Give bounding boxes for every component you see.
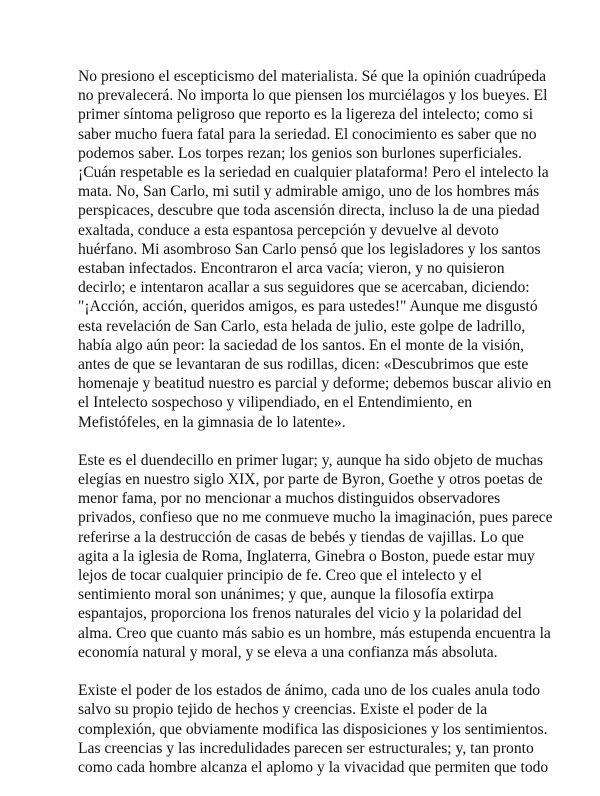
text-line: homenaje y beatitud nuestro es parcial y deforme; debemos buscar alivio en xyxy=(78,375,552,393)
text-line: economía natural y moral, y se eleva a una confianza más absoluta. xyxy=(78,643,498,661)
text-line: como cada hombre alcanza el aplomo y la vivacidad que permiten que todo xyxy=(78,758,549,776)
text-line: esta revelación de San Carlo, esta helada de julio, este golpe de ladrillo, xyxy=(78,317,526,335)
text-line: No presiono el escepticismo del materialista. Sé que la opinión cuadrúpeda xyxy=(78,68,547,85)
text-line: alma. Creo que cuanto más sabio es un hombre, más estupenda encuentra la xyxy=(78,624,551,642)
text-line: decirlo; e intentaron acallar a sus seguidores que se acercaban, diciendo: xyxy=(78,279,530,297)
paragraph-3 xyxy=(78,681,550,777)
text-line: huérfano. Mi asombroso San Carlo pensó que los legisladores y los santos xyxy=(78,240,541,258)
text-line: privados, confieso que no me conmueve mucho la imaginación, pues parece xyxy=(78,509,553,527)
text-line: podemos saber. Los torpes rezan; los genios son burlones superficiales. xyxy=(78,144,522,162)
text-line: estaban infectados. Encontraron el arca vacía; vieron, y no quisieron xyxy=(78,260,505,278)
paragraph-1 xyxy=(78,67,550,432)
text-line: exaltada, conduce a esta espantosa percepción y devuelve al devoto xyxy=(78,221,499,239)
text-line: Las creencias y las incredulidades parecen ser estructurales; y, tan pronto xyxy=(78,739,534,757)
text-line: primer síntoma peligroso que reporto es la ligereza del intelecto; como si xyxy=(78,106,534,124)
text-line: antes de que se levantaran de sus rodillas, dicen: «Descubrimos que este xyxy=(78,356,529,374)
text-line: lejos de tocar cualquier principio de fe. Creo que el intelecto y el xyxy=(78,567,482,585)
text-line: Existe el poder de los estados de ánimo, cada uno de los cuales anula todo xyxy=(78,682,541,700)
text-line: había algo aún peor: la saciedad de los santos. En el monte de la visión, xyxy=(78,336,525,354)
text-line: Mefistófeles, en la gimnasia de lo latente». xyxy=(78,413,346,431)
text-line: Este es el duendecillo en primer lugar; y, aunque ha sido objeto de muchas xyxy=(78,451,543,469)
paragraph-2 xyxy=(78,451,553,662)
document-page xyxy=(78,67,553,796)
text-line: salvo su propio tejido de hechos y creencias. Existe el poder de la xyxy=(78,701,488,719)
text-line: menor fama, por no mencionar a muchos distinguidos observadores xyxy=(78,490,501,508)
text-line: mata. No, San Carlo, mi sutil y admirable amigo, uno de los hombres más xyxy=(78,183,540,201)
text-line: complexión, que obviamente modifica las disposiciones y los sentimientos. xyxy=(78,720,548,738)
text-line: no prevalecerá. No importa lo que piensen los murciélagos y los bueyes. El xyxy=(78,87,548,105)
text-line: sentimiento moral son unánimes; y que, aunque la filosofía extirpa xyxy=(78,586,494,604)
text-line: el Intelecto sospechoso y vilipendiado, en el Entendimiento, en xyxy=(78,394,473,412)
text-line: ¡Cuán respetable es la seriedad en cualquier plataforma! Pero el intelecto la xyxy=(78,164,549,182)
text-line: saber mucho fuera fatal para la seriedad. El conocimiento es saber que no xyxy=(78,125,537,143)
text-line: "¡Acción, acción, queridos amigos, es para ustedes!" Aunque me disgustó xyxy=(78,298,538,316)
text-line: espantajos, proporciona los frenos naturales del vicio y la polaridad del xyxy=(78,605,522,623)
text-line: perspicaces, descubre que toda ascensión directa, incluso la de una piedad xyxy=(78,202,540,220)
text-line: elegías en nuestro siglo XIX, por parte de Byron, Goethe y otros poetas de xyxy=(78,471,543,489)
text-line: referirse a la destrucción de casas de bebés y tiendas de vajillas. Lo que xyxy=(78,528,524,546)
text-line: agita a la iglesia de Roma, Inglaterra, Ginebra o Boston, puede estar muy xyxy=(78,547,535,565)
